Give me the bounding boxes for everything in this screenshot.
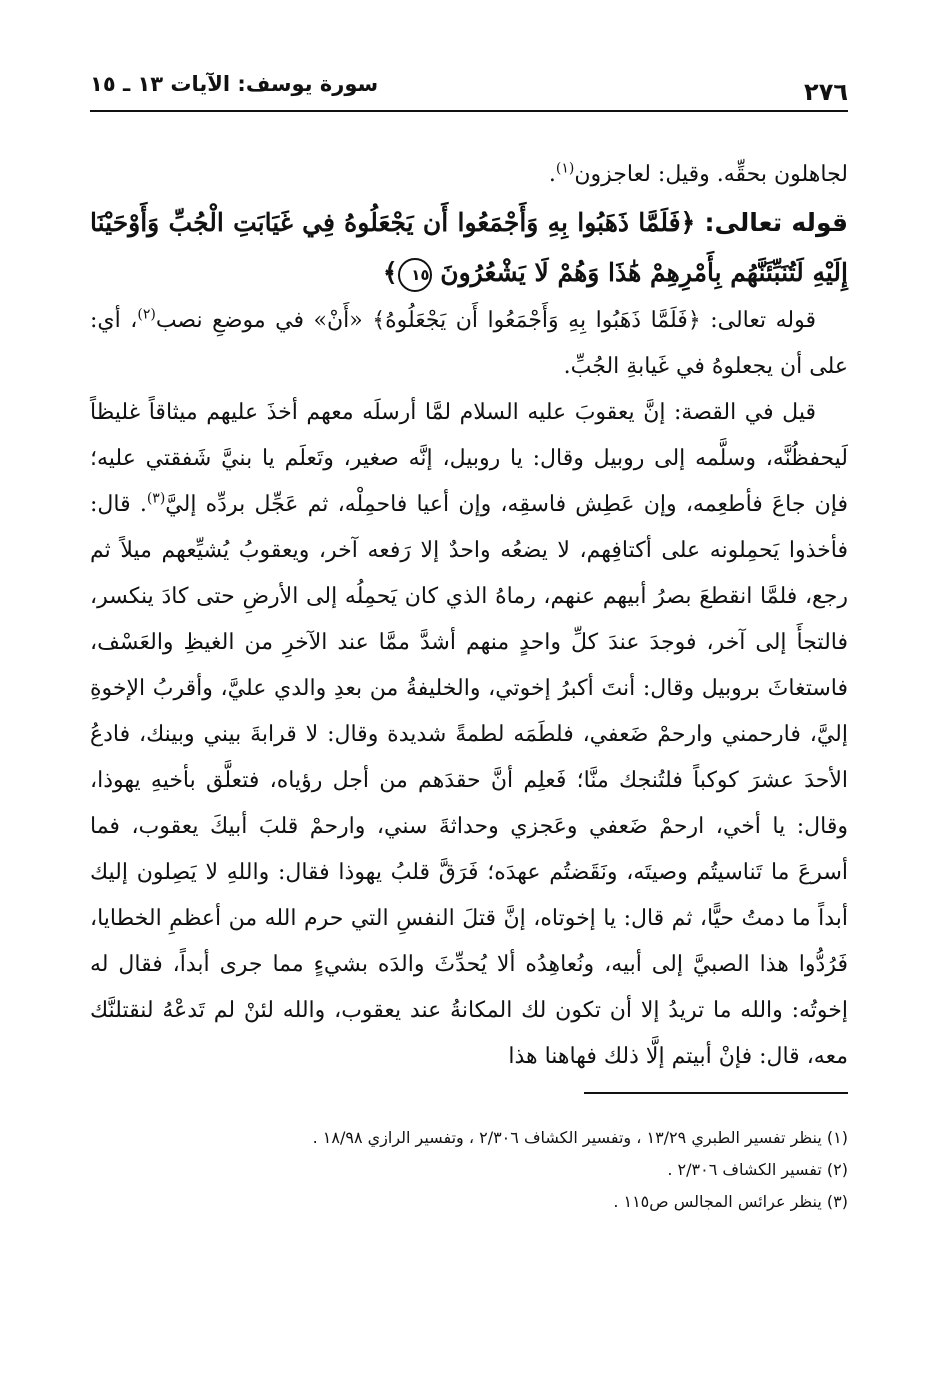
footnote-ref-2: (٢) xyxy=(137,306,156,323)
footnote-rule xyxy=(584,1092,848,1094)
verse-text: ﴿فَلَمَّا ذَهَبُوا بِهِ وَأَجْمَعُوا أَن يَجْعَلُوهُ فِي غَيَابَتِ الْجُبِّ وَأَوْحَيْنَا إِلَيْهِ لَتُنَبِّئَنَّهُم بِأَمْرِهِمْ هَٰذَا وَهُمْ لَا يَشْعُرُونَ xyxy=(90,208,848,287)
para1-text-a: قوله تعالى: ﴿فَلَمَّا ذَهَبُوا بِهِ وَأَجْمَعُوا أَن يَجْعَلُوهُ﴾ «أَنْ» في موضعِ نصب xyxy=(155,308,816,333)
intro-text: لجاهلون بحقِّه. وقيل: لعاجزون xyxy=(574,162,848,187)
commentary-paragraph-1 xyxy=(90,298,848,390)
running-title: سورة يوسف: الآيات ١٣ ـ ١٥ xyxy=(90,72,379,96)
footnote-2: (٢) تفسير الكشاف ٢/٣٠٦ . xyxy=(667,1160,848,1179)
intro-line xyxy=(90,152,848,198)
page-header xyxy=(90,66,848,112)
footnote-ref-1: (١) xyxy=(555,160,575,177)
footnote-ref-3: (٣) xyxy=(146,490,166,507)
commentary-paragraph-2 xyxy=(90,390,848,1080)
para1-text-b: ، أي: على أن يجعلوهُ في غَيابةِ الجُبِّ. xyxy=(90,308,848,379)
footnote-1: (١) ينظر تفسير الطبري ١٣/٢٩ ، وتفسير الكشاف ٢/٣٠٦ ، وتفسير الرازي ١٨/٩٨ . xyxy=(312,1128,848,1147)
intro-end: . xyxy=(548,162,556,187)
para2-text-a: قيل في القصة: إنَّ يعقوبَ عليه السلام لمَّا أرسلَه معهم أخذَ عليهم ميثاقاً غليظاً لَيحفظُنَّه، وسلَّمه إلى روبيل وقال: يا روبيل، إنَّه صغير، وتَعلَم يا بنيَّ شَفقتي عليه؛ فإن جاعَ فأطعِمه، وإن عَطِش فاسقِه، وإن أعيا فاحمِلْه، ثم عَجِّل بردِّه إليَّ xyxy=(90,400,849,517)
footnotes xyxy=(90,1122,848,1218)
para2-text-b: . قال: فأخذوا يَحمِلونه على أكتافِهم، لا يضعُه واحدٌ إلا رَفعه آخر، ويعقوبُ يُشيِّعهم ميلاً ثم رجع، فلمَّا انقطعَ بصرُ أبيهم عنهم، رماهُ الذي كان يَحمِلُه إلى الأرضِ حتى كادَ ينكسر، فالتجأَ إلى آخر، فوجدَ عندَ كلِّ واحدٍ منهم أشدَّ ممَّا عند الآخرِ من الغيظِ والعَسْف، فاستغاثَ بروبيل وقال: أنتَ أكبرُ إخوتي، والخليفةُ من بعدِ والدي عليَّ، وأقربُ الإخوةِ إليَّ، فارحمني وارحمْ ضَعفي، فلطَمَه لطمةً شديدة وقال: لا قرابةَ بيني وبينك، فادعُ الأحدَ عشرَ كوكباً فلتُنجك منَّا؛ فَعلِم أنَّ حقدَهم من أجل رؤياه، فتعلَّق بأخيهِ يهوذا، وقال: يا أخي، ارحمْ ضَعفي وعَجزي وحداثةَ سني، وارحمْ قلبَ أبيكَ يعقوب، فما أسرعَ ما تَناسيتُم وصيتَه، ونَقَضتُم عهدَه؛ فَرَقَّ قلبُ يهوذا فقال: واللهِ لا يَصِلون إليك أبداً ما دمتُ حيًّا، ثم قال: يا إخوتاه، إنَّ قتلَ النفسِ التي حرم الله من أعظمِ الخطايا، فَرُدُّوا هذا الصبيَّ إلى أبيه، ونُعاهِدُه ألا يُحدِّثَ والدَه بشيءٍ مما جرى أبداً، فقال له إخوتُه: والله ما تريدُ إلا أن تكون لك المكانةُ عند يعقوب، والله لئنْ لم تَدعْهُ لنقتلنَّك معه، قال: فإنْ أبيتم إلَّا ذلك فهاهنا هذا xyxy=(90,492,848,1069)
book-page xyxy=(90,66,848,1218)
ayah-number-mark: ١٥ xyxy=(398,258,432,292)
verse-close-bracket: ﴾ xyxy=(382,258,398,287)
page-number: ٢٧٦ xyxy=(804,78,848,106)
footnote-3: (٣) ينظر عرائس المجالس ص١١٥ . xyxy=(613,1192,848,1211)
footnote-separator xyxy=(90,1092,848,1094)
quran-verse xyxy=(90,198,848,298)
verse-lead: قوله تعالى: xyxy=(704,208,848,237)
main-text xyxy=(90,152,848,1080)
